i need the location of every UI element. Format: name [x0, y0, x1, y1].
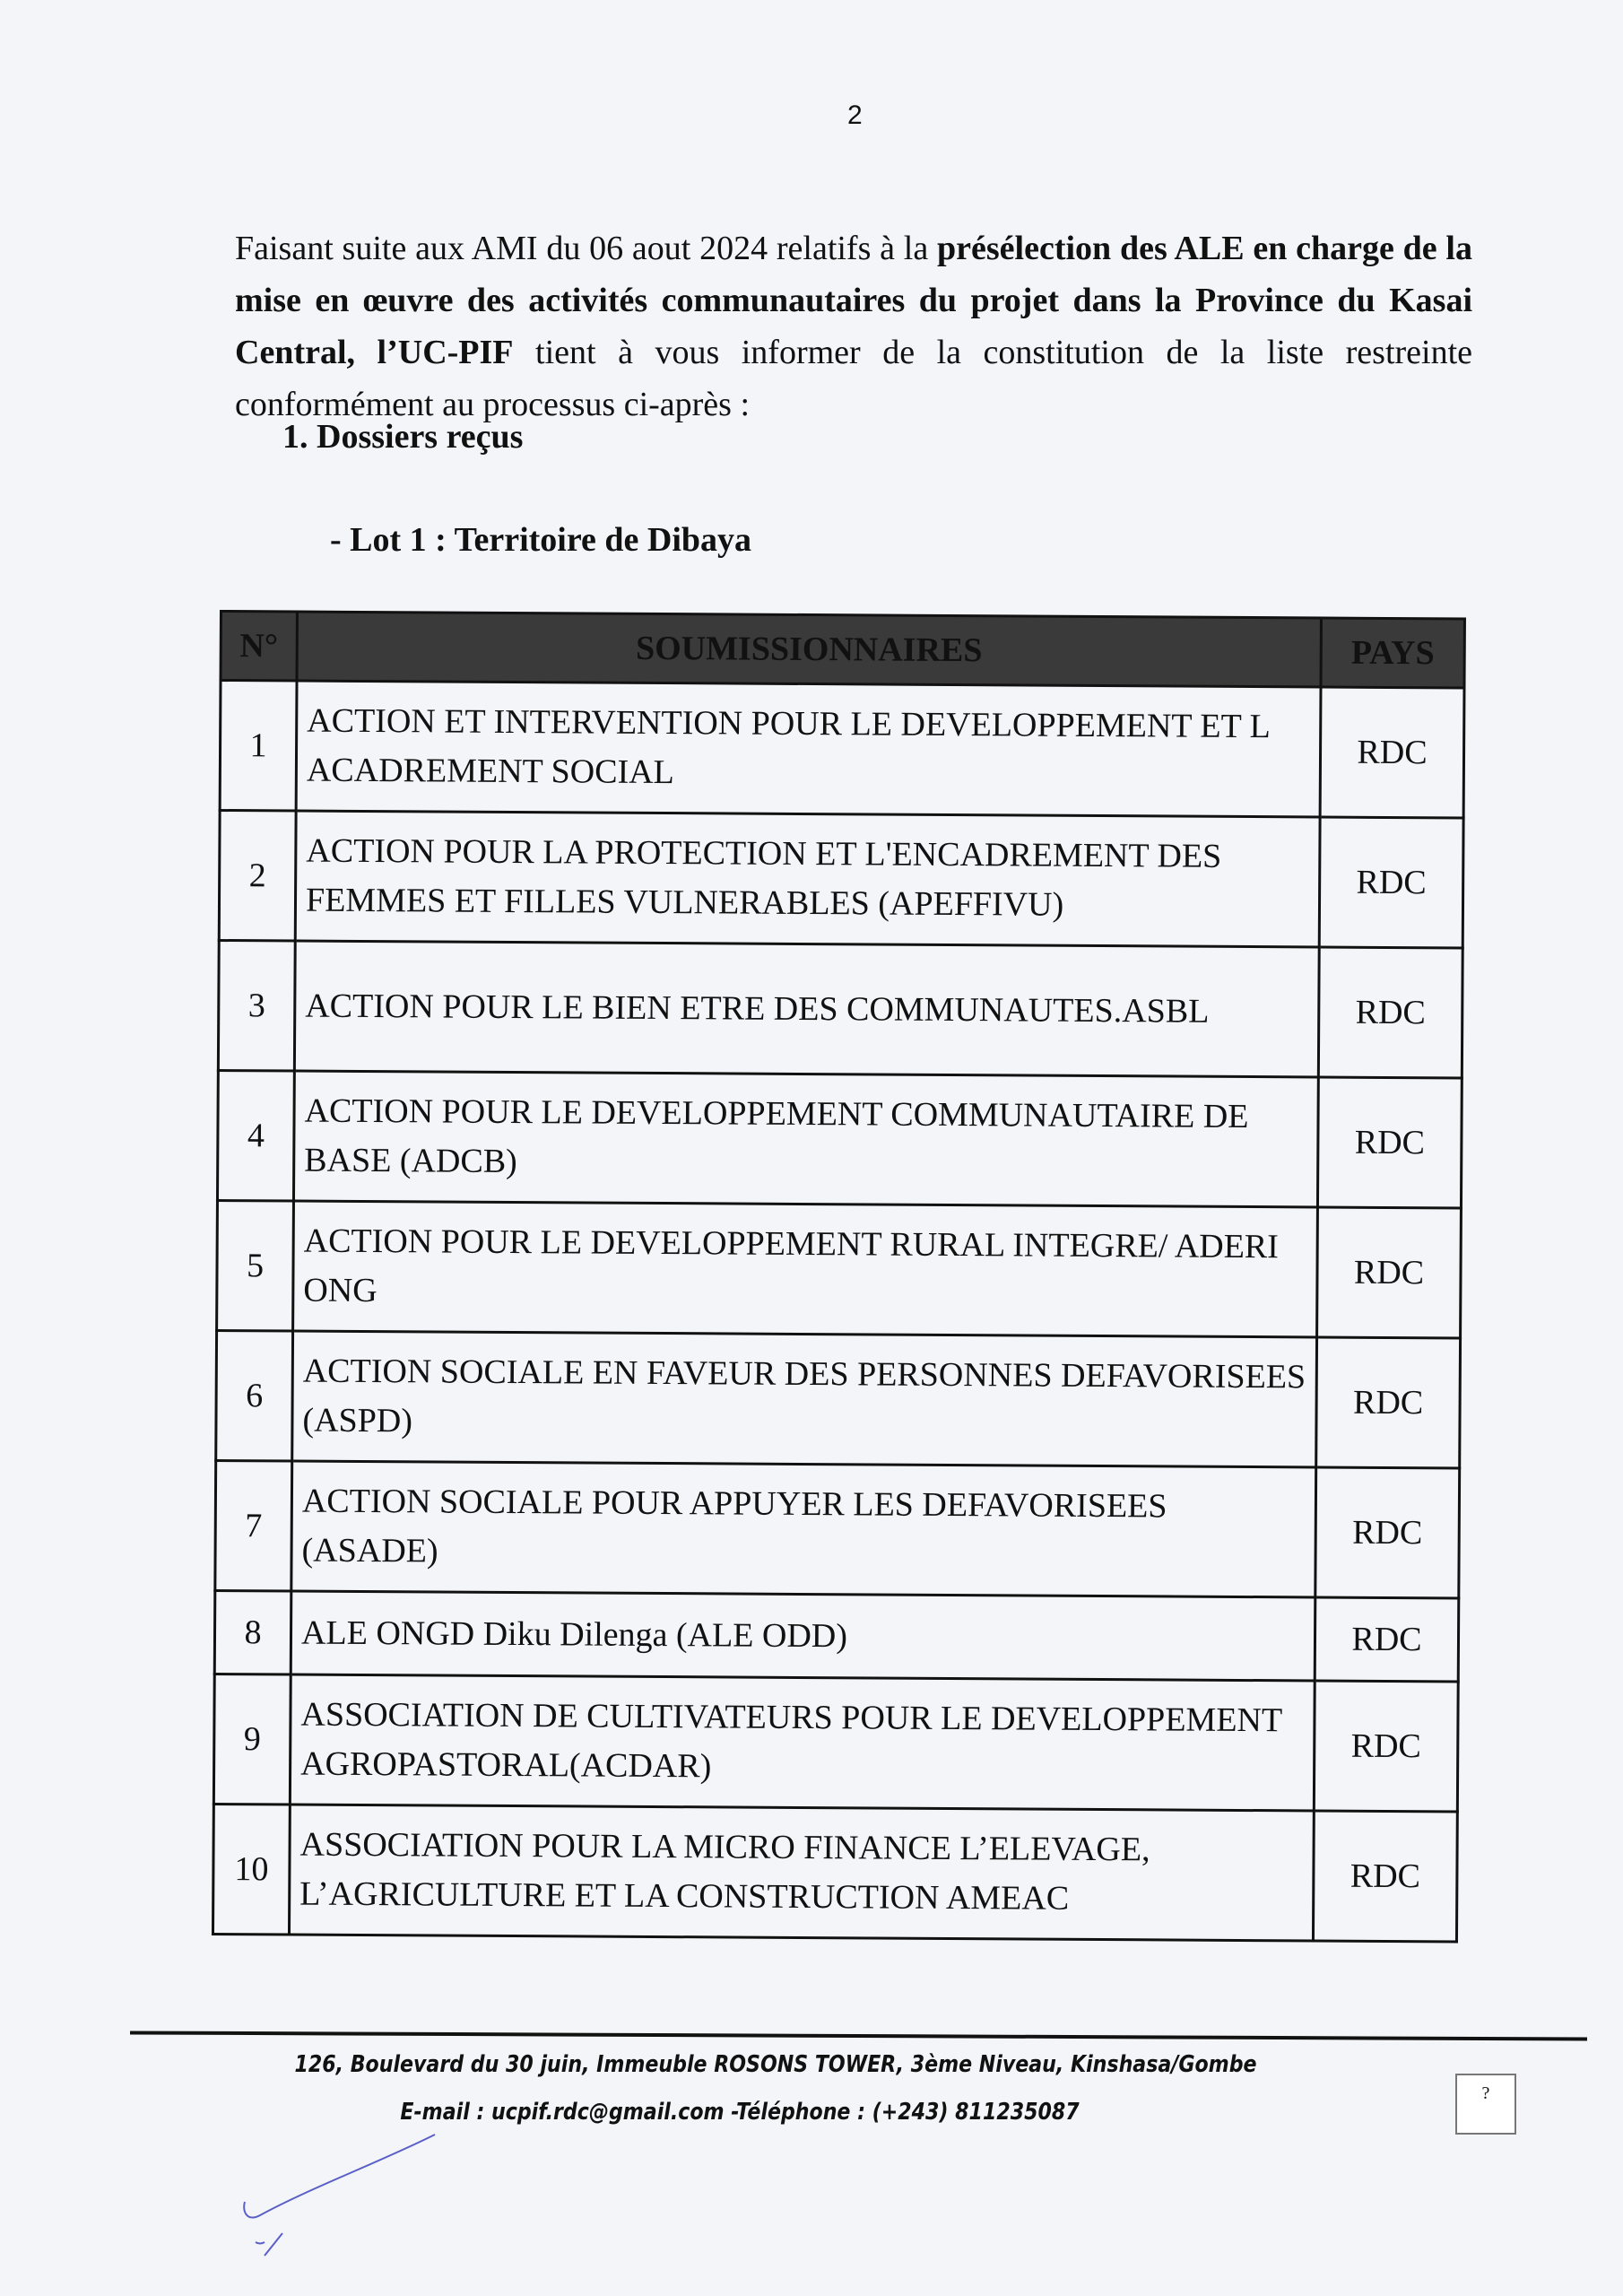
section-heading: 1. Dossiers reçus — [282, 418, 524, 456]
row-number: 1 — [220, 681, 297, 812]
intro-text: Faisant suite aux AMI du 06 aout 2024 relatifs à la — [235, 230, 938, 267]
table-row — [216, 1330, 1461, 1467]
table-row — [218, 941, 1462, 1078]
row-country: RDC — [1318, 947, 1462, 1078]
lot-heading: - Lot 1 : Territoire de Dibaya — [330, 521, 752, 559]
table-row — [217, 1200, 1462, 1337]
intro-paragraph — [235, 222, 1472, 430]
header-number: N° — [221, 612, 297, 682]
submitter-name: ACTION ET INTERVENTION POUR LE DEVELOPPEMENT ET L ACADREMENT SOCIAL — [296, 681, 1321, 817]
row-country: RDC — [1316, 1337, 1461, 1468]
header-country: PAYS — [1321, 618, 1464, 688]
submitter-name: ALE ONGD Diku Dilenga (ALE ODD) — [291, 1591, 1315, 1681]
row-number: 8 — [214, 1590, 291, 1674]
row-number: 4 — [217, 1070, 294, 1201]
intro-bold-text: présélection des ALE en charge de la mise en œuvre des activités communautaires du projet dans la Province du Kasai Central, l’UC-PIF — [235, 230, 1472, 371]
row-number: 2 — [219, 811, 296, 942]
intro-text-end: tient à vous informer de la constitution de la liste restreinte conformément au processus ci-après : — [235, 334, 1472, 423]
table-row — [214, 1590, 1459, 1681]
table-row — [219, 811, 1463, 948]
footer-contact: E-mail : ucpif.rdc@gmail.com -Téléphone : (+243) 811235087 — [400, 2099, 1080, 2126]
row-country: RDC — [1317, 1207, 1462, 1338]
submitter-name: ACTION SOCIALE EN FAVEUR DES PERSONNES DEFAVORISEES (ASPD) — [292, 1331, 1317, 1467]
row-country: RDC — [1319, 817, 1463, 948]
table-row — [215, 1460, 1460, 1597]
row-country: RDC — [1315, 1467, 1460, 1598]
submitter-name: ASSOCIATION POUR LA MICRO FINANCE L’ELEVAGE, L’AGRICULTURE ET LA CONSTRUCTION AMEAC — [289, 1805, 1314, 1941]
row-country: RDC — [1317, 1077, 1462, 1208]
footer-divider — [130, 2031, 1587, 2040]
page-corner-mark: ? — [1455, 2074, 1516, 2135]
row-number: 7 — [215, 1460, 292, 1591]
table-row — [213, 1674, 1458, 1811]
table-row — [217, 1070, 1462, 1207]
footer-address: 126, Boulevard du 30 juin, Immeuble ROSONS TOWER, 3ème Niveau, Kinshasa/Gombe — [294, 2051, 1257, 2078]
row-number: 6 — [216, 1330, 293, 1461]
row-number: 9 — [213, 1674, 291, 1805]
row-country: RDC — [1314, 1681, 1458, 1812]
table-row — [220, 681, 1464, 818]
row-number: 5 — [217, 1200, 294, 1331]
row-country: RDC — [1320, 687, 1464, 818]
submitter-name: ACTION POUR LE BIEN ETRE DES COMMUNAUTES.ASBL — [294, 941, 1319, 1077]
table-row — [213, 1804, 1457, 1941]
signature-initials — [229, 2126, 444, 2269]
submitter-name: ACTION POUR LA PROTECTION ET L'ENCADREMENT DES FEMMES ET FILLES VULNERABLES (APEFFIVU) — [295, 811, 1320, 947]
row-number: 10 — [213, 1804, 290, 1935]
page-number: 2 — [847, 100, 863, 130]
submitter-name: ACTION POUR LE DEVELOPPEMENT COMMUNAUTAIRE DE BASE (ADCB) — [293, 1071, 1318, 1207]
submissions-table — [212, 610, 1466, 1943]
row-country: RDC — [1313, 1811, 1457, 1942]
row-country: RDC — [1315, 1597, 1459, 1682]
submitter-name: ASSOCIATION DE CULTIVATEURS POUR LE DEVELOPPEMENT AGROPASTORAL(ACDAR) — [290, 1674, 1315, 1811]
submitter-name: ACTION POUR LE DEVELOPPEMENT RURAL INTEGRE/ ADERI ONG — [293, 1201, 1318, 1337]
row-number: 3 — [218, 941, 295, 1072]
header-submitters: SOUMISSIONNAIRES — [297, 612, 1321, 687]
submitter-name: ACTION SOCIALE POUR APPUYER LES DEFAVORISEES (ASADE) — [291, 1461, 1316, 1597]
table-header-row — [221, 612, 1464, 688]
